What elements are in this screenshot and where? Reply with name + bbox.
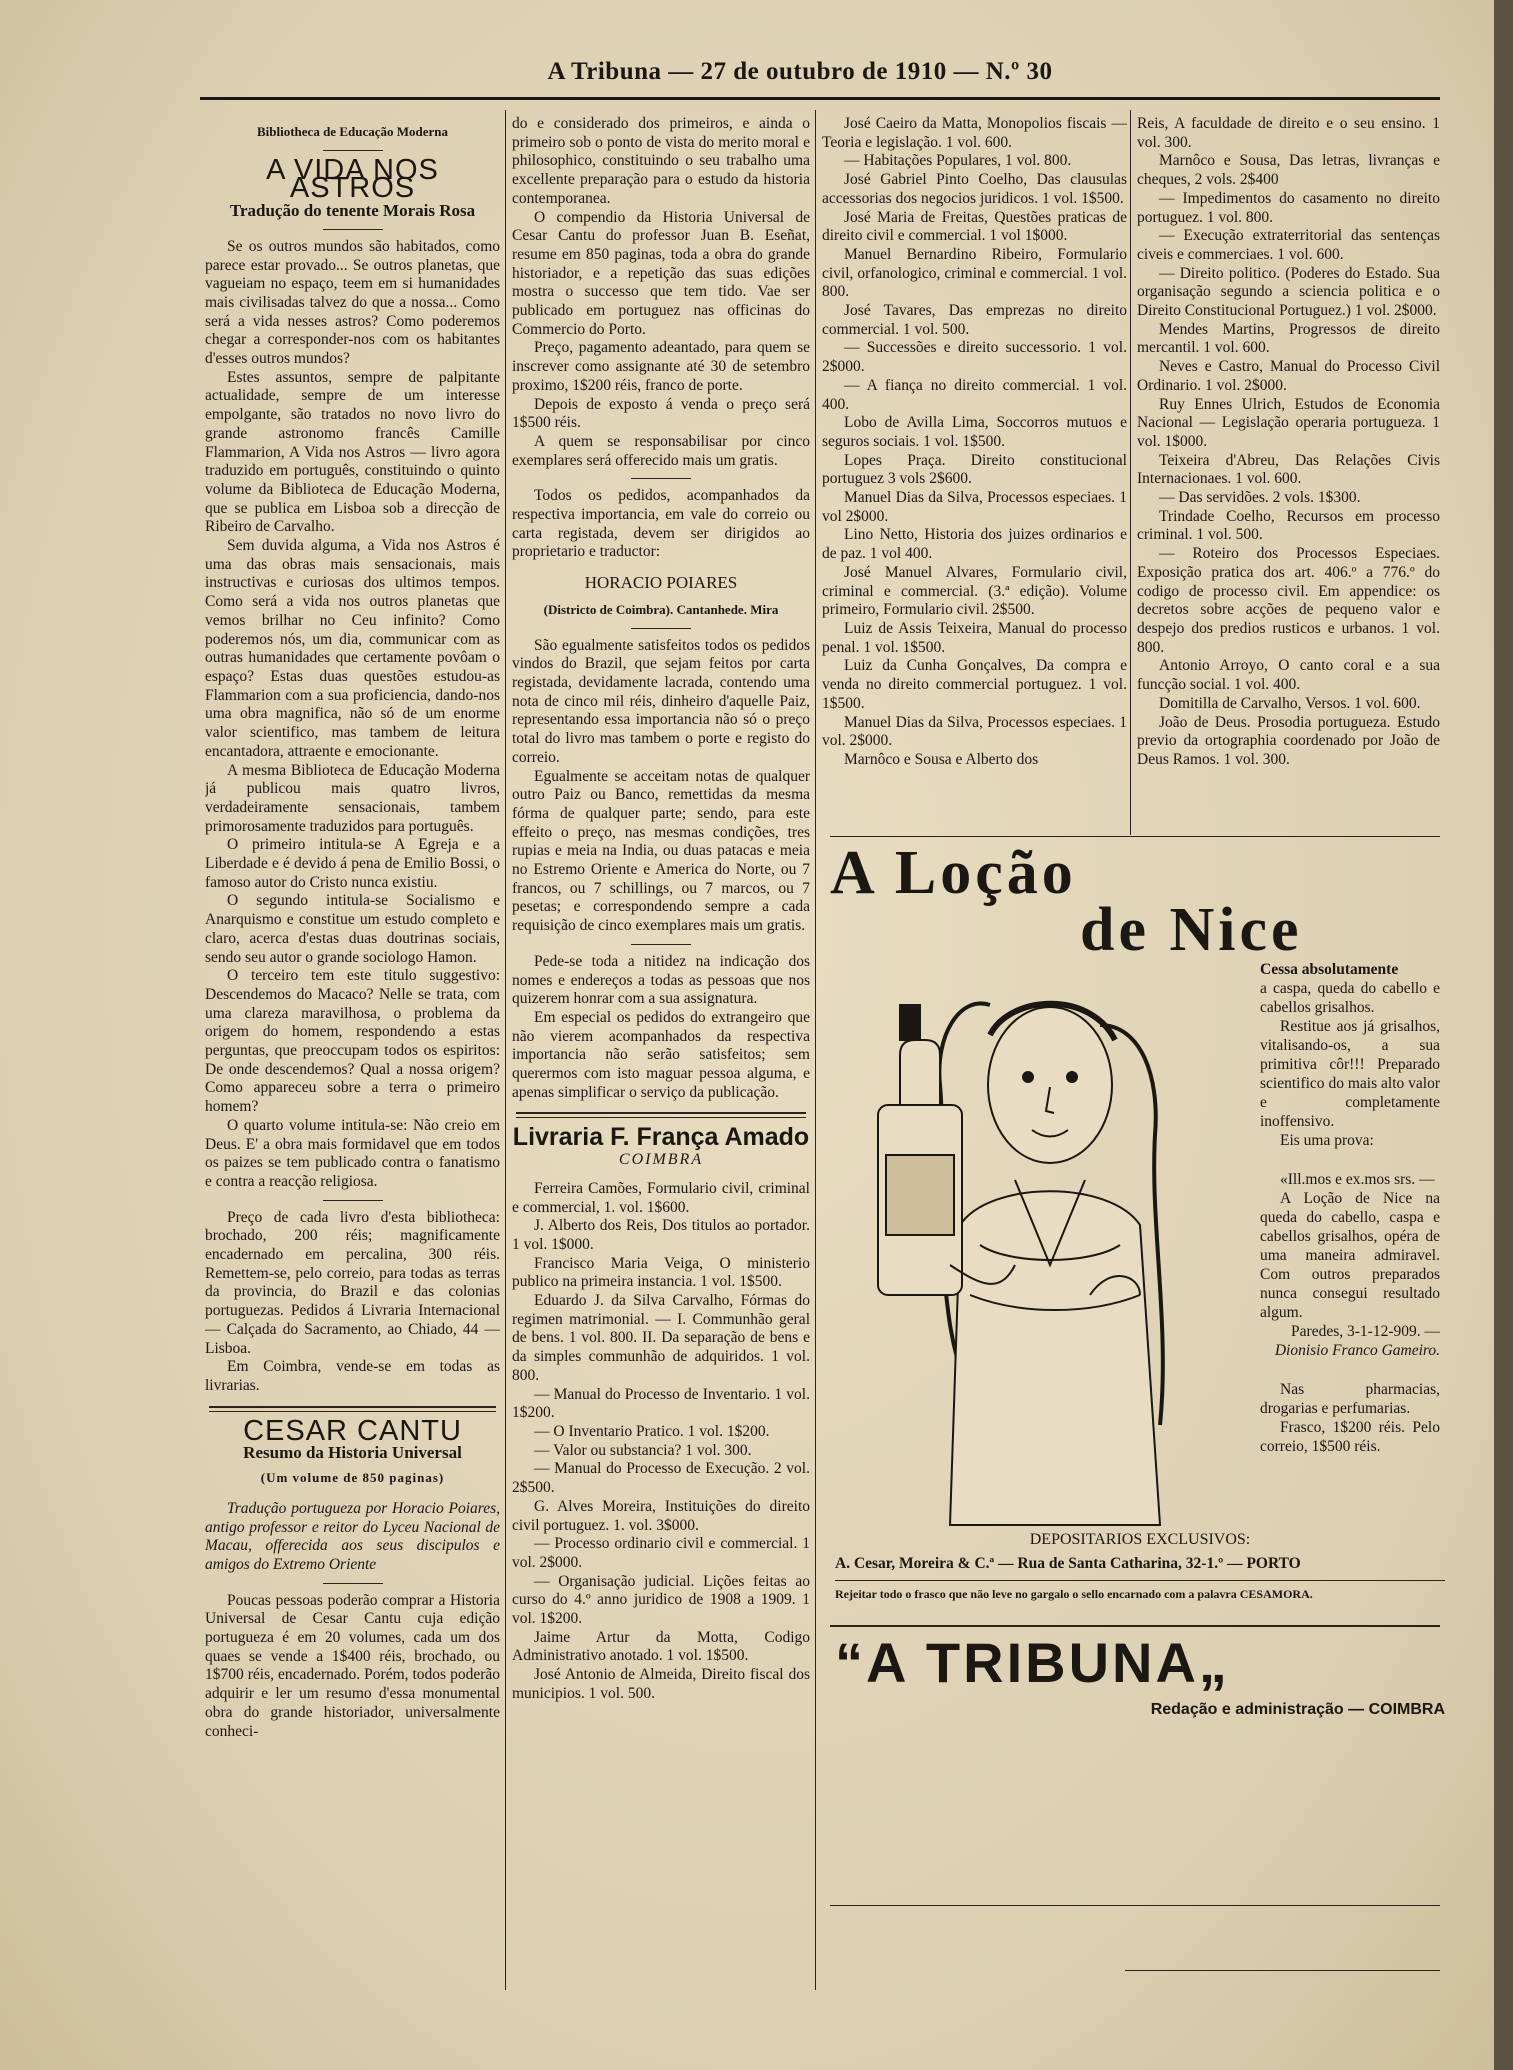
tribuna-box <box>835 1630 1445 1719</box>
book-entry: José Maria de Freitas, Questões praticas de direito civil e commercial. 1 vol 1$000. <box>822 208 1127 245</box>
book-entry: José Tavares, Das emprezas no direito commercial. 1 vol. 500. <box>822 302 1127 338</box>
paragraph: O segundo intitula-se Socialismo e Anarquismo e constitue um estudo completo e claro, acerca d'estas duas doutrinas sociais, sendo seu autor o grande sociologo Hamon. <box>205 892 500 966</box>
translation-note: Tradução portugueza por Horacio Poiares, antigo professor e reitor do Lyceu Nacional de Macau, offerecida aos seus discipulos e amigos do Extremo Oriente <box>205 1499 500 1573</box>
livraria-city: COIMBRA <box>618 1151 704 1169</box>
book-entry: — Successões e direito successorio. 1 vol. 2$000. <box>822 339 1127 376</box>
paragraph: Pede-se toda a nitidez na indicação dos nomes e endereços a todas as pessoas que nos quizerem honrar com a sua assignatura. <box>512 952 810 1008</box>
volume-note: (Um volume de 850 paginas) <box>260 1470 445 1486</box>
book-entry: Domitilla de Carvalho, Versos. 1 vol. 600. <box>1159 694 1421 712</box>
paragraph: Em Coimbra, vende-se em todas as livrarias. <box>205 1358 500 1394</box>
ad-title-line1: A Loção <box>830 839 1077 907</box>
book-entry: — Roteiro dos Processos Especiaes. Exposição pratica dos art. 406.º a 776.º do codigo de processo civil. Em appendice: os decretos sobre acções de pequeno valor e despejo dos predios rusticos e urbanos. 1 vol. 800. <box>1137 545 1440 656</box>
book-entry: J. Alberto dos Reis, Dos titulos ao portador. 1 vol. 1$000. <box>512 1217 810 1253</box>
column-1 <box>205 115 500 1990</box>
ad-where: Nas pharmacias, drogarias e perfumarias. <box>1260 1381 1440 1417</box>
paragraph: A mesma Biblioteca de Educação Moderna já publicou mais quatro livros, verdadeiramente sensacionais, tambem primorosamente traduzidos para português. <box>205 761 500 835</box>
divider <box>631 628 691 629</box>
ad-top-rule <box>830 836 1440 837</box>
book-entry: — Organisação judicial. Lições feitas ao curso do 4.º anno juridico de 1908 a 1909. 1 vol. 1$200. <box>512 1572 810 1628</box>
book-entry: Lopes Praça. Direito constitucional portuguez 3 vols 2$600. <box>822 451 1127 488</box>
paragraph: do e considerado dos primeiros, e ainda o primeiro sob o ponto de vista do merito moral e philosophico, constituindo o seu trabalho uma excellente preparação para o estudo da historia contemporanea. <box>512 115 810 207</box>
book-entry: Luiz da Cunha Gonçalves, Da compra e venda no direito commercial portuguez. 1 vol. 1$500. <box>822 657 1127 712</box>
book-entry: Luiz de Assis Teixeira, Manual do processo penal. 1 vol. 1$500. <box>822 619 1127 656</box>
article-subtitle-2: Resumo da Historia Universal <box>243 1443 462 1463</box>
book-entry: — Execução extraterritorial das sentenças civeis e commerciaes. 1 vol. 600. <box>1137 227 1440 263</box>
book-entry: Marnôco e Sousa e Alberto dos <box>844 750 1039 768</box>
ad-text1: a caspa, queda do cabello e cabellos grisalhos. <box>1260 980 1440 1016</box>
book-entry: Marnôco e Sousa, Das letras, livranças e cheques, 2 vols. 2$400 <box>1137 152 1440 189</box>
book-entry: G. Alves Moreira, Instituições do direito civil portuguez. 1. vol. 3$000. <box>512 1497 810 1534</box>
paragraph: O primeiro intitula-se A Egreja e a Liberdade e é devido á pena de Emilio Bossi, o famoso autor do Cristo nunca existiu. <box>205 836 500 891</box>
column-rule <box>1130 110 1131 835</box>
book-entry: — Processo ordinario civil e commercial. 1 vol. 2$000. <box>512 1535 810 1571</box>
divider <box>323 1583 383 1584</box>
book-entry: Lino Netto, Historia dos juizes ordinarios e de paz. 1 vol 400. <box>822 526 1127 563</box>
paragraph: São egualmente satisfeitos todos os pedidos vindos do Brazil, que sejam feitos por carta registada, devidamente lacrada, contendo uma nota de cinco mil réis, dinheiro d'aquelle Paiz, representando essa importancia não só o preço total do livro mas tambem o porte e registo do correio. <box>512 636 810 766</box>
page-header: A Tribuna — 27 de outubro de 1910 — N.º 30 <box>547 58 1053 85</box>
woman-with-bottle-illustration <box>840 965 1260 1535</box>
paragraph: O quarto volume intitula-se: Não creio em Deus. E' a obra mais formidavel que em todos os paizes se tem publicado contra o fanatismo e contra a reacção religiosa. <box>205 1116 500 1190</box>
section-divider <box>209 1406 496 1412</box>
paragraph: Se os outros mundos são habitados, como parece estar provado... Se outros planetas, que vagueiam no espaço, teem em si humanidades mais civilisadas talvez do que a nossa... Como será a vida nesses astros? Como poderemos chegar a corresponder-nos com os habitantes d'esses outros mundos? <box>205 237 500 368</box>
section-divider <box>516 1112 806 1118</box>
paragraph: O terceiro tem este titulo suggestivo: Descendemos do Macaco? Nelle se trata, com uma clareza maravilhosa, o problema da origem do homem, respondendo a estas perguntas, que preoccupam todos os espiritos: De onde descendemos? Qual a nossa origem? Como appareceu sobre a terra o primeiro homem? <box>205 967 500 1116</box>
book-entry: Eduardo J. da Silva Carvalho, Fórmas do regimen matrimonial. — I. Communhão geral de bens. 1 vol. 800. II. Da separação de bens e da simples communhão de adquiridos. 1 vol. 800. <box>512 1292 810 1384</box>
column-2 <box>512 115 810 1990</box>
book-entry: Lobo de Avilla Lima, Soccorros mutuos e seguros sociais. 1 vol. 1$500. <box>822 414 1127 450</box>
publisher-name: HORACIO POIARES <box>584 573 738 593</box>
book-entry: Francisco Maria Veiga, O ministerio publico na primeira instancia. 1 vol. 1$500. <box>512 1254 810 1291</box>
paragraph: Em especial os pedidos do extrangeiro que não vierem acompanhados da respectiva importancia não serão satisfeitos; sem querermos com isto maguar pessoa alguma, e apenas simplificar o serviço da publicação. <box>512 1008 810 1101</box>
company-line: A. Cesar, Moreira & C.ª — Rua de Santa Catharina, 32-1.º — PORTO <box>835 1555 1301 1572</box>
article-subtitle: Tradução do tenente Morais Rosa <box>229 201 476 221</box>
ad-salutation: «Ill.mos e ex.mos srs. — <box>1280 1171 1435 1188</box>
tribuna-title: “A TRIBUNA„ <box>835 1631 1230 1694</box>
divider <box>835 1580 1445 1581</box>
book-entry: — Das servidões. 2 vols. 1$300. <box>1159 489 1361 507</box>
paragraph: Depois de exposto á venda o preço será 1$500 réis. <box>512 395 810 432</box>
page-edge <box>1494 0 1513 2070</box>
column-rule <box>505 110 506 1990</box>
paragraph: Todos os pedidos, acompanhados da respectiva importancia, em vale do correio ou carta registada, devem ser dirigidos ao proprietario e traductor: <box>512 487 810 561</box>
book-entry: Ruy Ennes Ulrich, Estudos de Economia Nacional — Legislação operaria portugueza. 1 vol. 1$000. <box>1137 395 1440 450</box>
column-3 <box>822 115 1127 835</box>
book-entry: Teixeira d'Abreu, Das Relações Civis Internacionaes. 1 vol. 600. <box>1137 451 1440 488</box>
book-entry: Manuel Dias da Silva, Processos especiaes. 1 vol 2$000. <box>822 489 1127 525</box>
ad-price: Frasco, 1$200 réis. Pelo correio, 1$500 réis. <box>1260 1419 1440 1455</box>
paragraph: Estes assuntos, sempre de palpitante actualidade, sempre de um interesse empolgante, são tratados no novo livro do grande astronomo francês Camille Flammarion, A Vida nos Astros — livro agora traduzido em português, constituindo o quinto volume da Biblioteca de Educação Moderna, que se publica em Lisboa sob a direcção de Ribeiro de Carvalho. <box>205 368 500 536</box>
book-entry: José Gabriel Pinto Coelho, Das clausulas accessorias dos negocios juridicos. 1 vol. 1$500. <box>822 171 1127 207</box>
paragraph: Sem duvida alguma, a Vida nos Astros é uma das obras mais sensacionais, mais instructivas e curiosas dos ultimos tempos. Como será a vida nos outros planetas que vemos brilhar no Ceu infinito? Como poderemos nós, um dia, communicar com as outras humanidades que certamente povôam o espaço? Estas duas questões estudou-as Flammarion com a sua proficiencia, dando-nos uma obra magnifica, não só de um enorme valor scientifico, mas tambem de leitura encantadora, attraente e emocionante. <box>205 537 500 760</box>
publisher-address: (Districto de Coimbra). Cantanhede. Mira <box>543 601 779 617</box>
book-entry: João de Deus. Prosodia portugueza. Estudo previo da ortographia coordenado por João de Deus Ramos. 1 vol. 300. <box>1137 713 1440 768</box>
ad-text2: Restitue aos já grisalhos, vitalisando-os, a sua primitiva côr!!! Preparado scientifico do mais alto valor e completamente inoffensivo. <box>1260 1018 1440 1130</box>
ad-testimony: A Loção de Nice na queda do cabello, caspa e cabellos grisalhos, opéra de uma maneira admiravel. Com outros preparados nunca consegui resultado algum. <box>1260 1190 1440 1321</box>
column-4 <box>1137 115 1440 835</box>
article-title: A VIDA NOS ASTROS <box>266 153 439 205</box>
book-entry: — A fiança no direito commercial. 1 vol. 400. <box>822 376 1127 413</box>
book-entry: Trindade Coelho, Recursos em processo criminal. 1 vol. 500. <box>1137 507 1440 544</box>
header-rule <box>200 97 1440 100</box>
book-entry: — Impedimentos do casamento no direito portuguez. 1 vol. 800. <box>1137 189 1440 226</box>
book-entry: Antonio Arroyo, O canto coral e a sua funcção social. 1 vol. 400. <box>1137 657 1440 694</box>
divider <box>323 1200 383 1201</box>
paragraph: Preço, pagamento adeantado, para quem se inscrever como assignante até 30 de setembro proximo, 1$200 réis, franco de porte. <box>512 339 810 394</box>
divider <box>631 944 691 945</box>
paragraph: Egualmente se acceitam notas de qualquer outro Paiz ou Banco, remettidas da mesma fórma de qualquer parte; sendo, para este effeito o preço, nas mesmas condições, tres rupias e meia na India, ou duas patacas e meia no Estremo Oriente e America do Norte, ou 7 francos, ou 7 schillings, ou 7 marcos, ou 7 pesetas; e correspondendo sempre a cada requisição de cinco exemplares mais um gratis. <box>512 767 810 935</box>
ad-lead: Cessa absolutamente <box>1260 961 1399 978</box>
ad-title-line2: de Nice <box>1080 896 1303 964</box>
depositarios-label: DEPOSITARIOS EXCLUSIVOS: <box>1029 1531 1251 1548</box>
ad-date: Paredes, 3-1-12-909. — <box>1291 1323 1440 1340</box>
column-rule <box>815 110 816 1990</box>
paragraph: O compendio da Historia Universal de Cesar Cantu do professor Juan B. Eseñat, resume em 850 paginas, toda a obra do grande historiador, e a repetição das suas edições mostra o successo que tem tido. Vae ser publicado em portuguez nas officinas do Commercio do Porto. <box>512 208 810 338</box>
book-entry: Jaime Artur da Motta, Codigo Administrativo anotado. 1 vol. 1$500. <box>512 1628 810 1665</box>
book-entry: — Direito politico. (Poderes do Estado. Sua organisação segundo a sciencia politica e o Direito Constitucional Portuguez.) 1 vol. 2$000. <box>1137 264 1440 320</box>
book-entry: Manuel Dias da Silva, Processos especiaes. 1 vol. 2$000. <box>822 713 1127 750</box>
book-entry: José Caeiro da Matta, Monopolios fiscais — Teoria e legislação. 1 vol. 600. <box>822 115 1127 151</box>
ad-proof: Eis uma prova: <box>1280 1132 1374 1149</box>
book-entry: — Manual do Processo de Inventario. 1 vol. 1$200. <box>512 1385 810 1422</box>
book-entry: — Valor ou substancia? 1 vol. 300. <box>534 1441 752 1459</box>
livraria-title: Livraria F. França Amado <box>512 1123 810 1152</box>
divider <box>323 229 383 230</box>
ad-signature: Dionisio Franco Gameiro. <box>1274 1342 1440 1359</box>
book-entry: José Antonio de Almeida, Direito fiscal dos municipios. 1 vol. 500. <box>512 1666 810 1702</box>
ad-rule <box>1125 1970 1440 1971</box>
ad-text <box>1260 960 1440 1456</box>
book-entry: Ferreira Camões, Formulario civil, criminal e commercial, 1. vol. 1$600. <box>512 1179 810 1216</box>
book-entry: — Manual do Processo de Execução. 2 vol. 2$500. <box>512 1460 810 1497</box>
article-title-2: CESAR CANTU <box>243 1414 462 1447</box>
paragraph: A quem se responsabilisar por cinco exemplares será offerecido mais um gratis. <box>512 432 810 469</box>
book-entry: — O Inventario Pratico. 1 vol. 1$200. <box>534 1423 770 1440</box>
series-title: Bibliotheca de Educação Moderna <box>256 124 449 139</box>
tribuna-subtitle: Redação e administração — COIMBRA <box>1150 1701 1445 1718</box>
book-entry: Reis, A faculdade de direito e o seu ensino. 1 vol. 300. <box>1137 115 1440 151</box>
ad-rule <box>830 1905 1440 1906</box>
paragraph: Poucas pessoas poderão comprar a Historia Universal de Cesar Cantu cuja edição portugueza é em 20 volumes, cada um dos quaes se vende a 1$400 réis, brochado, ou 1$700 réis, encadernado. Porém, todos poderão adquirir e ler um resumo d'essa monumental obra do grande historiador, universalmente conheci- <box>205 1591 500 1740</box>
book-entry: Manuel Bernardino Ribeiro, Formulario civil, orfanologico, criminal e commercial. 1 vol. 800. <box>822 245 1127 301</box>
tribuna-top-rule <box>830 1625 1440 1627</box>
ad-depositarios <box>835 1530 1445 1601</box>
divider <box>631 478 691 479</box>
book-entry: José Manuel Alvares, Formulario civil, criminal e commercial. (3.ª edição). Volume primeiro, Formulario civil. 2$500. <box>822 563 1127 619</box>
book-entry: Neves e Castro, Manual do Processo Civil Ordinario. 1 vol. 2$000. <box>1137 358 1440 394</box>
divider <box>323 150 383 151</box>
ad-warning: Rejeitar todo o frasco que não leve no gargalo o sello encarnado com a palavra CESAMORA. <box>835 1587 1313 1601</box>
book-entry: Mendes Martins, Progressos de direito mercantil. 1 vol. 600. <box>1137 320 1440 357</box>
paragraph: Preço de cada livro d'esta bibliotheca: brochado, 200 réis; magnificamente encadernado em percalina, 300 réis. Remettem-se, pelo correio, para todas as terras da provincia, do Brazil e das colonias portuguezas. Pedidos á Livraria Internacional — Calçada do Sacramento, ao Chiado, 44 — Lisboa. <box>205 1208 500 1357</box>
book-entry: — Habitações Populares, 1 vol. 800. <box>844 152 1072 170</box>
